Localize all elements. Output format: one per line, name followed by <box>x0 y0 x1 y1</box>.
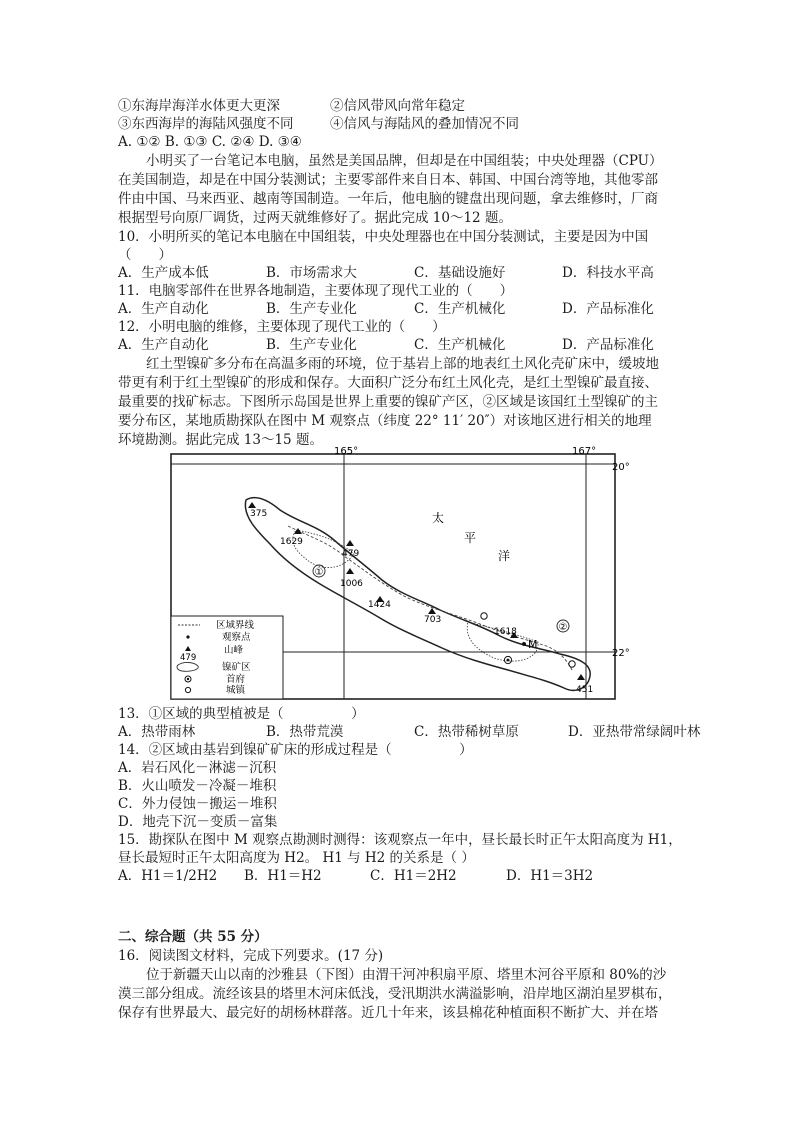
q10-option-d[interactable]: D．科技水平高 <box>562 265 654 281</box>
ocean-label-2: 平 <box>464 531 477 545</box>
peak-1006-icon <box>346 568 354 574</box>
legend-mining-label: 镍矿区 <box>222 662 251 673</box>
legend-boundary-label: 区域界线 <box>216 620 255 631</box>
passage2-line3: 最重要的找矿标志。下图所示岛国是世界上重要的镍矿产区，②区域是该国红土型镍矿的主 <box>118 394 658 410</box>
q15-option-c[interactable]: C．H1＝2H2 <box>370 868 457 884</box>
q10-stem: 10．小明所买的笔记本电脑在中国组装，中央处理器也在中国分装测试，主要是因为中国 <box>118 229 649 245</box>
q14-option-d[interactable]: D．地壳下沉－变质－富集 <box>118 814 278 830</box>
peak-703-label: 703 <box>424 615 442 625</box>
town-icon <box>481 613 487 619</box>
legend-town-label: 城镇 <box>226 685 246 696</box>
q16-passage-line1: 位于新疆天山以南的沙雅县（下图）由渭干河冲积扇平原、塔里木河谷平原和 80%的沙 <box>146 967 667 983</box>
q10-option-c[interactable]: C．基础设施好 <box>414 265 506 281</box>
peak-451-label: 451 <box>576 685 594 695</box>
q15-option-a[interactable]: A．H1＝1/2H2 <box>118 868 218 884</box>
q11-stem: 11．电脑零部件在世界各地制造，主要体现了现代工业的（ ） <box>118 283 514 299</box>
capital-icon-dot <box>507 659 510 662</box>
peak-375-label: 375 <box>250 509 268 519</box>
q10-stem-blank: （ ） <box>118 247 172 263</box>
point-m-label: M <box>528 638 538 651</box>
q14-option-b[interactable]: B．火山喷发－冷凝－堆积 <box>118 778 277 794</box>
lat-label-22: 22° <box>612 648 630 659</box>
ocean-label-3: 洋 <box>498 549 511 563</box>
region-1-label: ① <box>314 567 324 578</box>
island-map <box>168 444 630 702</box>
peak-479-label: 479 <box>342 549 360 559</box>
q11-option-c[interactable]: C．生产机械化 <box>414 301 506 317</box>
q12-option-a[interactable]: A．生产自动化 <box>118 337 209 353</box>
q10-option-a[interactable]: A．生产成本低 <box>118 265 209 281</box>
q16-stem: 16．阅读图文材料，完成下列要求。(17 分) <box>118 948 384 964</box>
q14-option-c[interactable]: C．外力侵蚀－搬运－堆积 <box>118 796 277 812</box>
q13-option-c[interactable]: C．热带稀树草原 <box>414 724 519 740</box>
passage2-line4: 要分布区，某地质勘探队在图中 M 观察点（纬度 22° 11′ 20″）对该地区进行相关的地理 <box>118 413 652 429</box>
legend-observation-symbol <box>186 635 189 638</box>
peak-1006-label: 1006 <box>340 579 363 589</box>
q12-option-c[interactable]: C．生产机械化 <box>414 337 506 353</box>
passage2-line1: 红土型镍矿多分布在高温多雨的环境，位于基岩上部的地表红土风化壳矿床中，缓坡地 <box>146 356 659 372</box>
peak-1629-label: 1629 <box>280 537 303 547</box>
passage2-line2: 带更有利于红土型镍矿的形成和保存。大面积广泛分布红土风化壳，是红土型镍矿最直接、 <box>118 375 658 391</box>
q16-passage-line2: 漠三部分组成。流经该县的塔里木河床低浅，受汛期洪水满溢影响，沿岸地区湖泊星罗棋布， <box>118 986 672 1002</box>
observation-point-m <box>522 642 526 646</box>
q14-option-a[interactable]: A．岩石风化－淋滤－沉积 <box>118 760 277 776</box>
legend-capital-label: 首府 <box>226 674 246 685</box>
q12-stem: 12．小明电脑的维修，主要体现了现代工业的（ ） <box>118 319 446 335</box>
q15-stem-line2: 昼长最短时正午太阳高度为 H2。 H1 与 H2 的关系是（ ） <box>118 850 475 866</box>
lat-label-20: 20° <box>612 462 630 473</box>
passage1-line4: 根据型号向原厂调货，过两天就维修好了。据此完成 10～12 题。 <box>118 210 512 226</box>
peak-479-icon <box>346 540 354 546</box>
peak-703-icon <box>428 608 436 614</box>
q15-stem-line1: 15．勘探队在图中 M 观察点勘测时测得：该观察点一年中，昼长最长时正午太阳高度为 H1， <box>118 832 682 848</box>
q12-option-b[interactable]: B．生产专业化 <box>266 337 357 353</box>
q13-option-a[interactable]: A．热带雨林 <box>118 724 196 740</box>
region-2-label: ② <box>558 622 568 633</box>
passage1-line1: 小明买了一台笔记本电脑，虽然是美国品牌，但却是在中国组装；中央处理器（CPU） <box>146 153 663 169</box>
q12-options <box>118 336 678 354</box>
q11-options <box>118 300 678 318</box>
q10-option-b[interactable]: B．市场需求大 <box>266 265 357 281</box>
passage1-line3: 件由中国、马来西亚、越南等国制造。一年后，他电脑的键盘出现问题，拿去维修时，厂商 <box>118 191 658 207</box>
q13-options <box>118 723 701 741</box>
q9-statement-4: ④信风与海陆风的叠加情况不同 <box>330 116 519 132</box>
q9-statement-3: ③东西海岸的海陆风强度不同 <box>118 116 294 132</box>
legend-observation-label: 观察点 <box>222 632 251 643</box>
q15-option-d[interactable]: D．H1＝3H2 <box>506 868 594 884</box>
passage1-line2: 在美国制造，却是在中国分装测试；主要零部件来自日本、韩国、中国台湾等地，其他零部 <box>118 172 658 188</box>
q15-option-b[interactable]: B．H1＝H2 <box>244 868 322 884</box>
q13-option-b[interactable]: B．热带荒漠 <box>266 724 344 740</box>
q13-stem: 13．①区域的典型植被是（ ） <box>118 706 365 722</box>
q9-options: A. ①② B. ①③ C. ②④ D. ③④ <box>118 134 302 150</box>
q13-option-d[interactable]: D．亚热带常绿阔叶林 <box>568 724 701 740</box>
town-icon <box>569 661 575 667</box>
peak-451-icon <box>577 674 585 680</box>
peak-375-icon <box>248 502 256 508</box>
q9-statements-row2 <box>118 115 678 133</box>
legend-capital-dot <box>187 678 189 680</box>
lon-label-167: 167° <box>572 446 597 457</box>
q10-options <box>118 264 678 282</box>
legend-peak-sample: 479 <box>180 653 197 663</box>
q11-option-b[interactable]: B．生产专业化 <box>266 301 357 317</box>
legend-peak-label: 山峰 <box>224 645 244 656</box>
q11-option-a[interactable]: A．生产自动化 <box>118 301 209 317</box>
ocean-label-1: 太 <box>432 511 445 525</box>
q9-statement-1: ①东海岸海洋水体更大更深 <box>118 98 280 114</box>
section2-title: 二、综合题（共 55 分） <box>118 929 268 945</box>
q15-options <box>118 867 678 885</box>
lon-label-165: 165° <box>334 446 359 457</box>
passage2-line5: 环境勘测。据此完成 13～15 题。 <box>118 432 323 448</box>
q9-statements-row1 <box>118 97 678 115</box>
q12-option-d[interactable]: D．产品标准化 <box>562 337 654 353</box>
peak-1424-label: 1424 <box>368 600 391 610</box>
q9-statement-2: ②信风带风向常年稳定 <box>330 98 465 114</box>
q16-passage-line3: 保存有世界最大、最完好的胡杨林群落。近几十年来，该县棉花种植面积不断扩大、并在塔 <box>118 1005 658 1021</box>
q14-stem: 14．②区域由基岩到镍矿矿床的形成过程是（ ） <box>118 742 473 758</box>
island-outline <box>245 498 590 691</box>
q11-option-d[interactable]: D．产品标准化 <box>562 301 654 317</box>
peak-1618-label: 1618 <box>494 627 517 637</box>
